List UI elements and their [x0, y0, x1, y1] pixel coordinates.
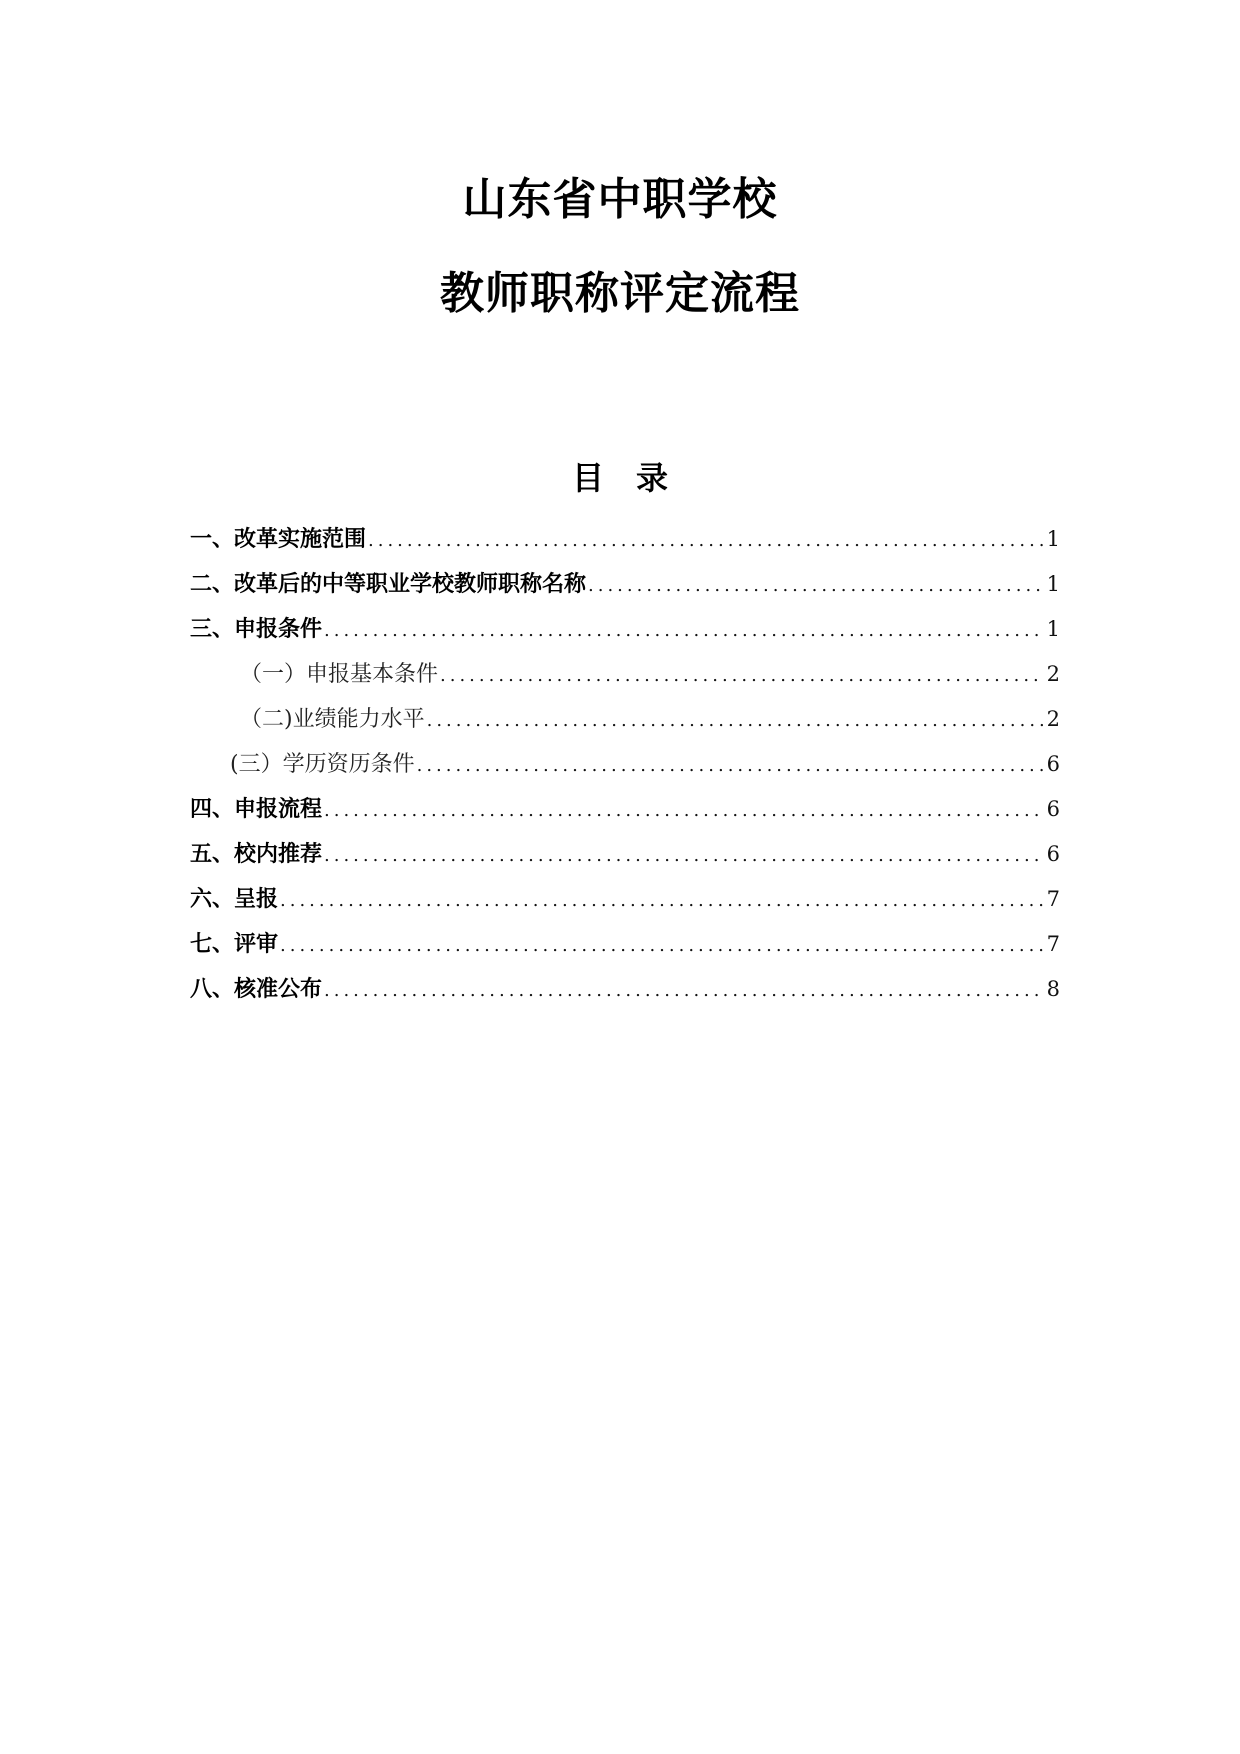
toc-subentry-label: （一）申报基本条件 — [240, 662, 439, 687]
toc-entry-label: 二、改革后的中等职业学校教师职称名称 — [190, 572, 587, 597]
toc-entry[interactable] — [190, 840, 1060, 885]
toc-subentry[interactable] — [190, 705, 1060, 750]
document-title-line-1: 山东省中职学校 — [462, 174, 778, 225]
document-title-line-2: 教师职称评定流程 — [440, 268, 800, 319]
toc-subentry-label: （二)业绩能力水平 — [240, 707, 425, 732]
toc-subentry[interactable] — [190, 750, 1060, 795]
toc-entry-page: 6 — [1046, 842, 1060, 866]
toc-dot-leader — [324, 800, 1043, 821]
table-of-contents — [190, 525, 1060, 1020]
toc-entry-label: 七、评审 — [190, 932, 279, 957]
toc-entry-label: 三、申报条件 — [190, 617, 323, 642]
toc-entry-page: 8 — [1046, 977, 1060, 1001]
toc-dot-leader — [417, 755, 1043, 776]
toc-dot-leader — [588, 575, 1043, 596]
toc-subentry-page: 2 — [1046, 662, 1060, 686]
toc-entry-page: 1 — [1046, 617, 1060, 641]
toc-entry-page: 6 — [1046, 797, 1060, 821]
toc-subentry-page: 6 — [1046, 752, 1060, 776]
toc-dot-leader — [324, 845, 1043, 866]
toc-dot-leader — [324, 620, 1043, 641]
toc-entry-page: 7 — [1046, 887, 1060, 911]
toc-entry[interactable] — [190, 930, 1060, 975]
toc-entry-label: 五、校内推荐 — [190, 842, 323, 867]
toc-dot-leader — [427, 710, 1043, 731]
toc-entry-label: 六、呈报 — [190, 887, 279, 912]
toc-entry-label: 八、核准公布 — [190, 977, 323, 1002]
toc-subentry-page: 2 — [1046, 707, 1060, 731]
toc-entry-label: 一、改革实施范围 — [190, 527, 367, 552]
toc-subentry[interactable] — [190, 660, 1060, 705]
toc-entry[interactable] — [190, 885, 1060, 930]
toc-entry[interactable] — [190, 795, 1060, 840]
toc-entry-page: 1 — [1046, 527, 1060, 551]
toc-heading: 目 录 — [571, 459, 668, 497]
toc-dot-leader — [440, 665, 1043, 686]
toc-dot-leader — [280, 890, 1043, 911]
toc-entry-label: 四、申报流程 — [190, 797, 323, 822]
toc-entry-page: 7 — [1046, 932, 1060, 956]
toc-dot-leader — [368, 530, 1043, 551]
toc-dot-leader — [280, 935, 1043, 956]
toc-entry[interactable] — [190, 615, 1060, 660]
toc-entry[interactable] — [190, 525, 1060, 570]
toc-dot-leader — [324, 980, 1043, 1001]
toc-entry-page: 1 — [1046, 572, 1060, 596]
toc-subentry-label: (三）学历资历条件 — [230, 752, 415, 777]
toc-entry[interactable] — [190, 975, 1060, 1020]
toc-entry[interactable] — [190, 570, 1060, 615]
